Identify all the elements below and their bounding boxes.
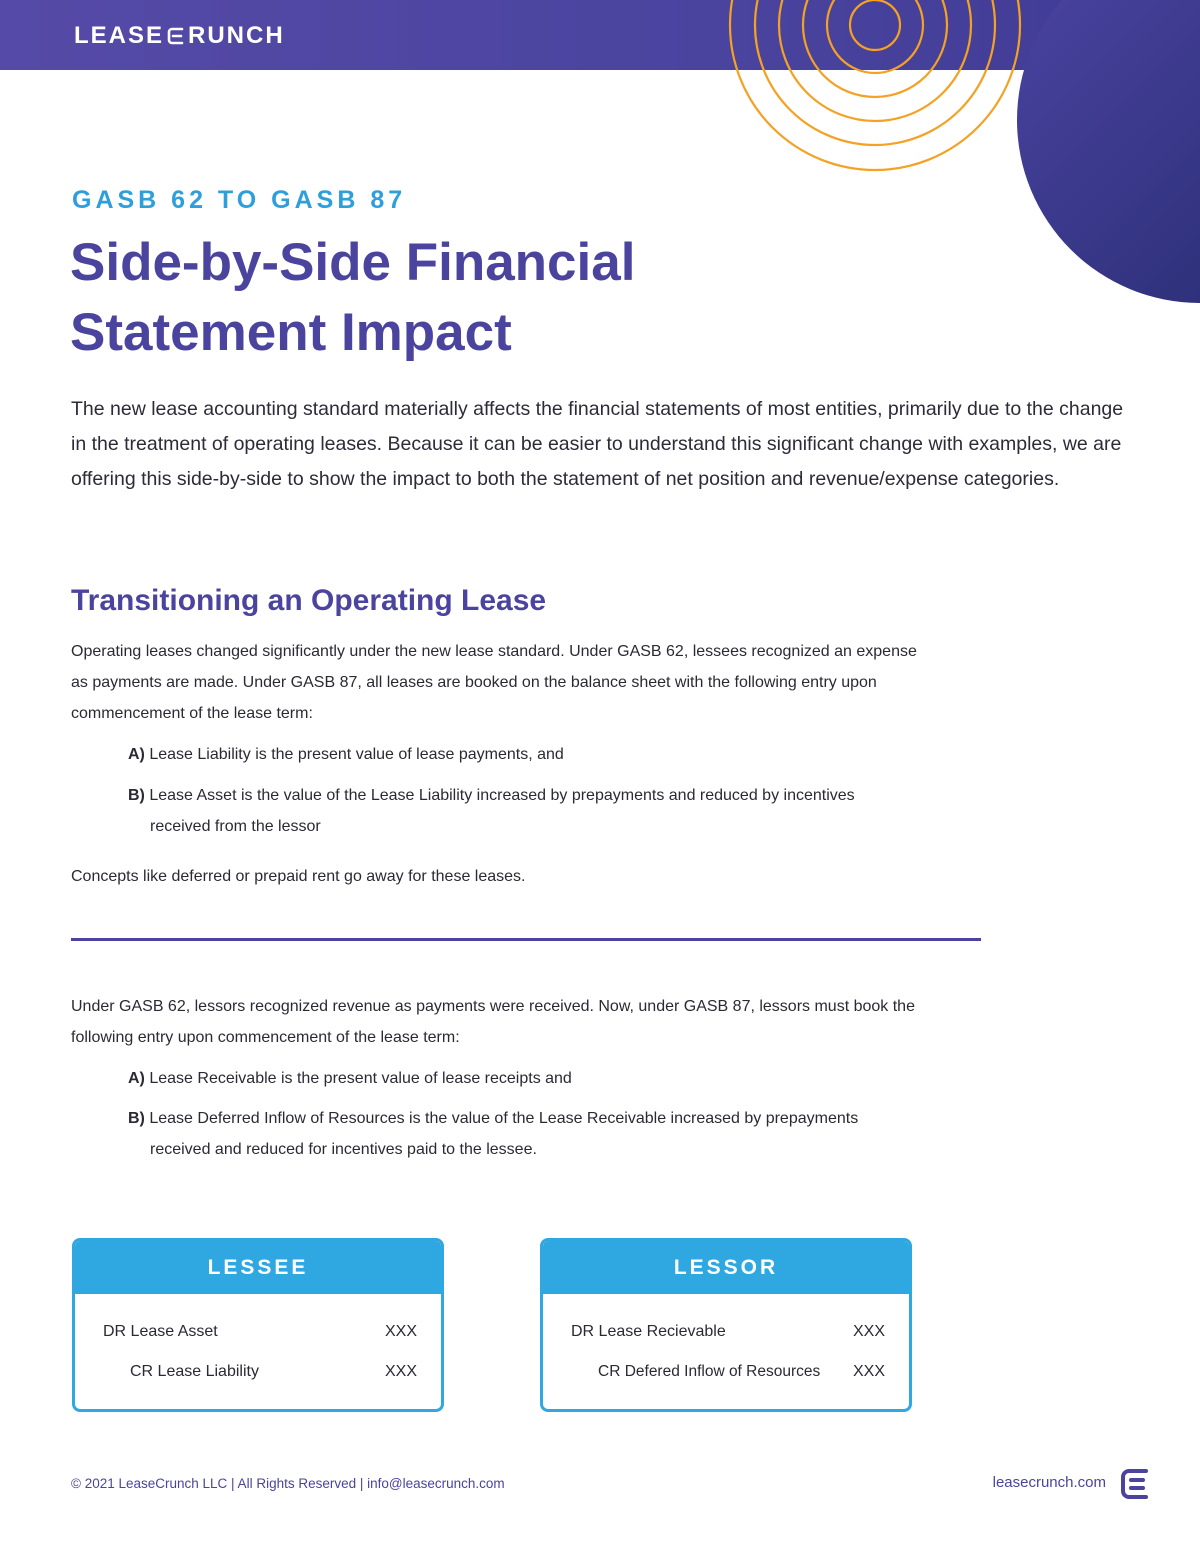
lessee-dr-value: XXX: [385, 1323, 418, 1340]
title-line-1: Side-by-Side Financial: [70, 233, 636, 292]
item-text: Lease Receivable is the present value of lease receipts and: [149, 1070, 572, 1087]
lessor-heading: LESSOR: [543, 1241, 909, 1294]
lessee-entry-box: [72, 1238, 444, 1412]
lessee-cr-label: CR Lease Liability: [130, 1363, 259, 1380]
leasecrunch-mark-icon[interactable]: [1118, 1466, 1152, 1502]
page-title: [70, 228, 830, 368]
lessor-item-a: [128, 1063, 910, 1094]
leasecrunch-logo[interactable]: [74, 22, 285, 50]
item-text: Lease Liability is the present value of lease payments, and: [149, 746, 564, 763]
section-divider: [71, 938, 981, 941]
logo-text-right: RUNCH: [188, 22, 285, 49]
lessee-cr-value: XXX: [385, 1363, 418, 1380]
item-label: B): [128, 1110, 145, 1127]
lessor-paragraph: Under GASB 62, lessors recognized revenue as payments were received. Now, under GASB 87, lessors must book the following entry upon commencement of the lease term:: [71, 998, 915, 1046]
lessee-closing: Concepts like deferred or prepaid rent go away for these leases.: [71, 868, 526, 885]
item-text: Lease Deferred Inflow of Resources is the value of the Lease Receivable increased by prepayments received and reduced for incentives paid to the lessee.: [149, 1110, 859, 1158]
item-text: Lease Asset is the value of the Lease Liability increased by prepayments and reduced by incentives received from the lessor: [149, 787, 855, 835]
footer-copyright: © 2021 LeaseCrunch LLC | All Rights Reserved | info@leasecrunch.com: [71, 1476, 505, 1491]
logo-text-left: LEASE: [74, 22, 165, 49]
lessee-paragraph: Operating leases changed significantly under the new lease standard. Under GASB 62, lessees recognized an expense as payments are made. Under GASB 87, all leases are booked on the balance sheet with the following entry upon commencement of the lease term:: [71, 643, 917, 722]
lessor-dr-label: DR Lease Recievable: [571, 1323, 726, 1340]
lessee-item-a: [128, 739, 910, 770]
lessee-heading: LESSEE: [75, 1241, 441, 1294]
lessor-cr-value: XXX: [853, 1363, 886, 1380]
logo-mark-icon: [166, 26, 186, 46]
big-circle: [1017, 0, 1200, 303]
lessee-item-b: [128, 780, 910, 842]
intro-paragraph: The new lease accounting standard materially affects the financial statements of most entities, primarily due to the change in the treatment of operating leases. Because it can be easier to understand this significant change with examples, we are offering this side-by-side to show the impact to both the statement of net position and revenue/expense categories.: [71, 398, 1124, 490]
lessor-cr-label: CR Defered Inflow of Resources: [598, 1363, 821, 1380]
item-label: B): [128, 787, 145, 804]
lessor-dr-value: XXX: [853, 1323, 886, 1340]
eyebrow: GASB 62 TO GASB 87: [72, 186, 407, 214]
lessor-item-b: [128, 1103, 910, 1165]
section-title: Transitioning an Operating Lease: [71, 584, 547, 617]
footer-site-link[interactable]: leasecrunch.com: [992, 1474, 1106, 1491]
lessor-entry-box: [540, 1238, 912, 1412]
lessee-dr-label: DR Lease Asset: [103, 1323, 218, 1340]
item-label: A): [128, 1070, 145, 1087]
title-line-2: Statement Impact: [70, 303, 512, 362]
item-label: A): [128, 746, 145, 763]
